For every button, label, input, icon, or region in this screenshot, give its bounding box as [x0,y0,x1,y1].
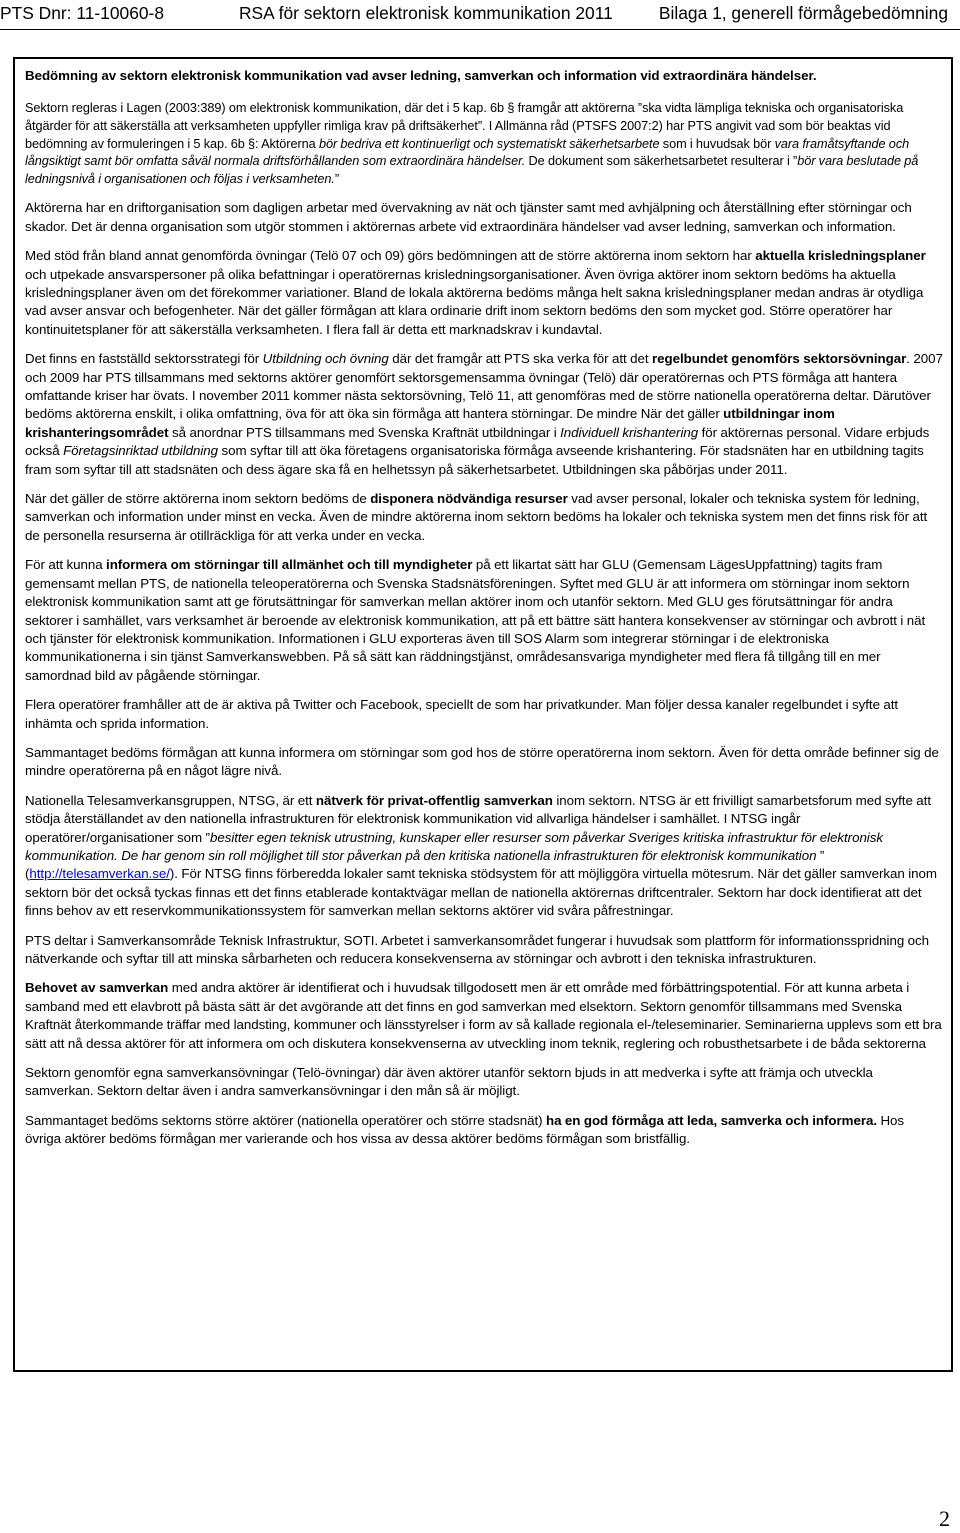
paragraph-legal-basis: Sektorn regleras i Lagen (2003:389) om elektronisk kommunikation, där det i 5 kap. 6b § framgår att aktörerna ”ska vidta lämpliga tekniska och organisatoriska åtgärder för att säkerställa att verksamheten uppfyller rimliga krav på driftsäkerhet”. I Allmänna råd (PTSFS 2007:2) har PTS angivit vad som bör beaktas vid bedömning av formuleringen i 5 kap. 6b §: Aktörerna bör bedriva ett kontinuerligt och systematiskt säkerhetsarbete som i huvudsak bör vara framåtsyftande och långsiktigt samt bör omfatta såväl normala driftsförhållanden som extraordinära händelser. De dokument som säkerhetsarbetet resulterar i ”bör vara beslutade på ledningsnivå i organisationen och följas i verksamheten.” [25,101,919,186]
paragraph-ntsg: Nationella Telesamverkansgruppen, NTSG, är ett nätverk för privat-offentlig samverkan inom sektorn. NTSG är ett frivilligt samarbetsforum med syfte att stödja återställandet av den nationella infrastrukturen för elektronisk kommunikation vid allvarliga händelser i samhället. I NTSG ingår operatörer/organisationer som ”besitter egen teknisk utrustning, kunskaper eller resurser som påverkar Sveriges kritiska infrastruktur för elektronisk kommunikation. De har genom sin roll möjlighet till stor påverkan på den kritiska nationella infrastrukturen för elektronisk kommunikation ” (http://telesamverkan.se/). För NTSG finns förberedda lokaler samt tekniska stödsystem för att möjliggöra virtuella mötesrum. När det gäller samverkan inom sektorn bör det också tyckas finnas ett det finns etablerade kontaktvägar mellan de nationella aktörernas driftcentraler. Sektorn har dock identifierat att det finns behov av ett reservkommunikationssystem för samverkan mellan sektorns aktörer vid svåra påfrestningar. [25,792,937,919]
paragraph-cooperation-needs: Behovet av samverkan med andra aktörer är identifierat och i huvudsak tillgodosett men är ett område med förbättringspotential. För att kunna arbeta i samband med ett elavbrott på bästa sätt är det avgörande att det finns en god samverkan med elsektorn. Sektorn genomför tillsammans med Svenska Kraftnät återkommande träffar med landsting, kommuner och länsstyrelser i form av så kallade regionala el-/teleseminarier. Seminarierna upplevs som ett bra sätt att nå dessa aktörer för att informera om och diskutera konsekvenserna av utveckling inom teknik, reglering och robusthetsarbete i de båda sektorerna [25,980,942,1051]
header-report-title: RSA för sektorn elektronisk kommunikation 2011 [239,3,613,23]
paragraph-soti: PTS deltar i Samverkansområde Teknisk Infrastruktur, SOTI. Arbetet i samverkansområdet fungerar i huvudsak som plattform för informationsspridning och nätverkande och syftar till att minska sårbarheten och reducera konsekvenserna av störningar och avbrott i den tekniska infrastrukturen. [25,932,930,966]
header-appendix-title: Bilaga 1, generell förmågebedömning [658,3,948,23]
section-heading: Bedömning av sektorn elektronisk kommunikation vad avser ledning, samverkan och information vid extraordinära händelser. [25,68,817,83]
paragraph-glu-information: För att kunna informera om störningar till allmänhet och till myndigheter på ett likartat sätt har GLU (Gemensam LägesUppfattning) tagits fram gemensamt mellan PTS, de nationella teleoperatörerna och Svenska Stadsnätsföreningen. Syftet med GLU är att informera om störningar inom sektorn elektronisk kommunikation samt att ge förutsättningar för samverkan mellan aktörer inom och utanför sektorn. Med GLU ges förutsättningar för andra sektorer i samhället, vars verksamhet är beroende av elektronisk kommunikation, att på ett bättre sätt hantera konsekvenser av störningar och avbrott i nät och tjänster för elektronisk kommunikation. Informationen i GLU exporteras även till SOS Alarm som integrerar störningar i de elektroniska kommunikationerna i sin tjänst Samverkanswebben. På så sätt kan räddningstjänst, områdesansvariga myndigheter med flera få tillgång till en mer samordnad bild av pågående störningar. [25,557,926,683]
document-body [25,67,943,1149]
telesamverkan-link[interactable]: http://telesamverkan.se/ [29,866,170,882]
paragraph-conclusion: Sammantaget bedöms sektorns större aktörer (nationella operatörer och större stadsnät) ha en god förmåga att leda, samverka och informera. Hos övriga aktörer bedöms förmågan mer varierande och hos vissa av dessa aktörer bedöms förmågan som bristfällig. [25,1112,905,1147]
paragraph-training: Det finns en fastställd sektorsstrategi för Utbildning och övning där det framgår att PTS ska verka för att det regelbundet genomförs sektorsövningar. 2007 och 2009 har PTS tillsammans med sektorns aktörer genomfört sektorsgemensamma övningar (Telö) där operatörernas och PTS förmåga att hantera omfattande kriser har övats. I november 2011 kommer nästa sektorsövning, Telö 11, att genomföras med de större nationella operatörerna deltar. Därutöver bedöms aktörerna enskilt, i olika omfattning, öva för att öka sin förmåga att hantera störningar. De mindre När det gäller utbildningar inom krishanteringsområdet så anordnar PTS tillsammans med Svenska Kraftnät utbildningar i Individuell krishantering för aktörernas personal. Vidare erbjuds också Företagsinriktad utbildning som syftar till att öka företagens organisatoriska förmåga avseende krishantering. För stadsnäten har en utbildning tagits fram som syftar till att stadsnäten och dess ägare ska få en helhetssyn på säkerhetsarbetet. Utbildningen ska påbörjas under 2011. [25,351,943,477]
paragraph-exercises: Sektorn genomför egna samverkansövningar (Telö-övningar) där även aktörer utanför sektorn bjuds in att medverka i syfte att främja och utveckla samverkan. Sektorn deltar även i andra samverkansövningar i den mån så är möjligt. [25,1065,873,1099]
paragraph-operations: Aktörerna har en driftorganisation som dagligen arbetar med övervakning av nät och tjänster samt med avhjälpning och återställning efter störningar och skador. Det är denna organisation som utgör stommen i aktörernas arbete vid extraordinära händelser vad avser ledning, samverkan och information. [25,200,912,234]
paragraph-resources: När det gäller de större aktörerna inom sektorn bedöms de disponera nödvändiga resurser vad avser personal, lokaler och tekniska system för ledning, samverkan och information under minst en vecka. Även de mindre aktörerna inom sektorn bedöms ha lokaler och tekniska system men det finns risk för att de personella resurserna är otillräckliga för att verka under en vecka. [25,491,928,543]
header-document-number: PTS Dnr: 11-10060-8 [0,3,165,23]
page-number: 2 [939,1506,950,1531]
page-header [0,0,960,30]
paragraph-crisis-plans: Med stöd från bland annat genomförda övningar (Telö 07 och 09) görs bedömningen att de större aktörerna inom sektorn har aktuella krisledningsplaner och utpekade ansvarspersoner på olika befattningar i operatörernas krisledningsorganisationer. Även övriga aktörer inom sektorn bedöms ha aktuella krisledningsplaner även om det förekommer variationer. Bland de lokala aktörerna bedöms många helt sakna krisledningsplaner medan andras är otydliga vad avser ansvar och befogenheter. När det gäller förmågan att klara ordinarie drift inom sektorn bedöms den som mycket god. Större operatörer har kontinuitetsplaner för att säkerställa verksamheten. I flera fall är detta ett marknadskrav i kundavtal. [25,248,926,337]
paragraph-information-summary: Sammantaget bedöms förmågan att kunna informera om störningar som god hos de större operatörerna inom sektorn. Även för detta område befinner sig de mindre operatörerna på en något lägre nivå. [25,744,939,779]
paragraph-social-media: Flera operatörer framhåller att de är aktiva på Twitter och Facebook, speciellt de som har privatkunder. Man följer dessa kanaler regelbundet i syfte att inhämta och sprida information. [25,697,899,731]
